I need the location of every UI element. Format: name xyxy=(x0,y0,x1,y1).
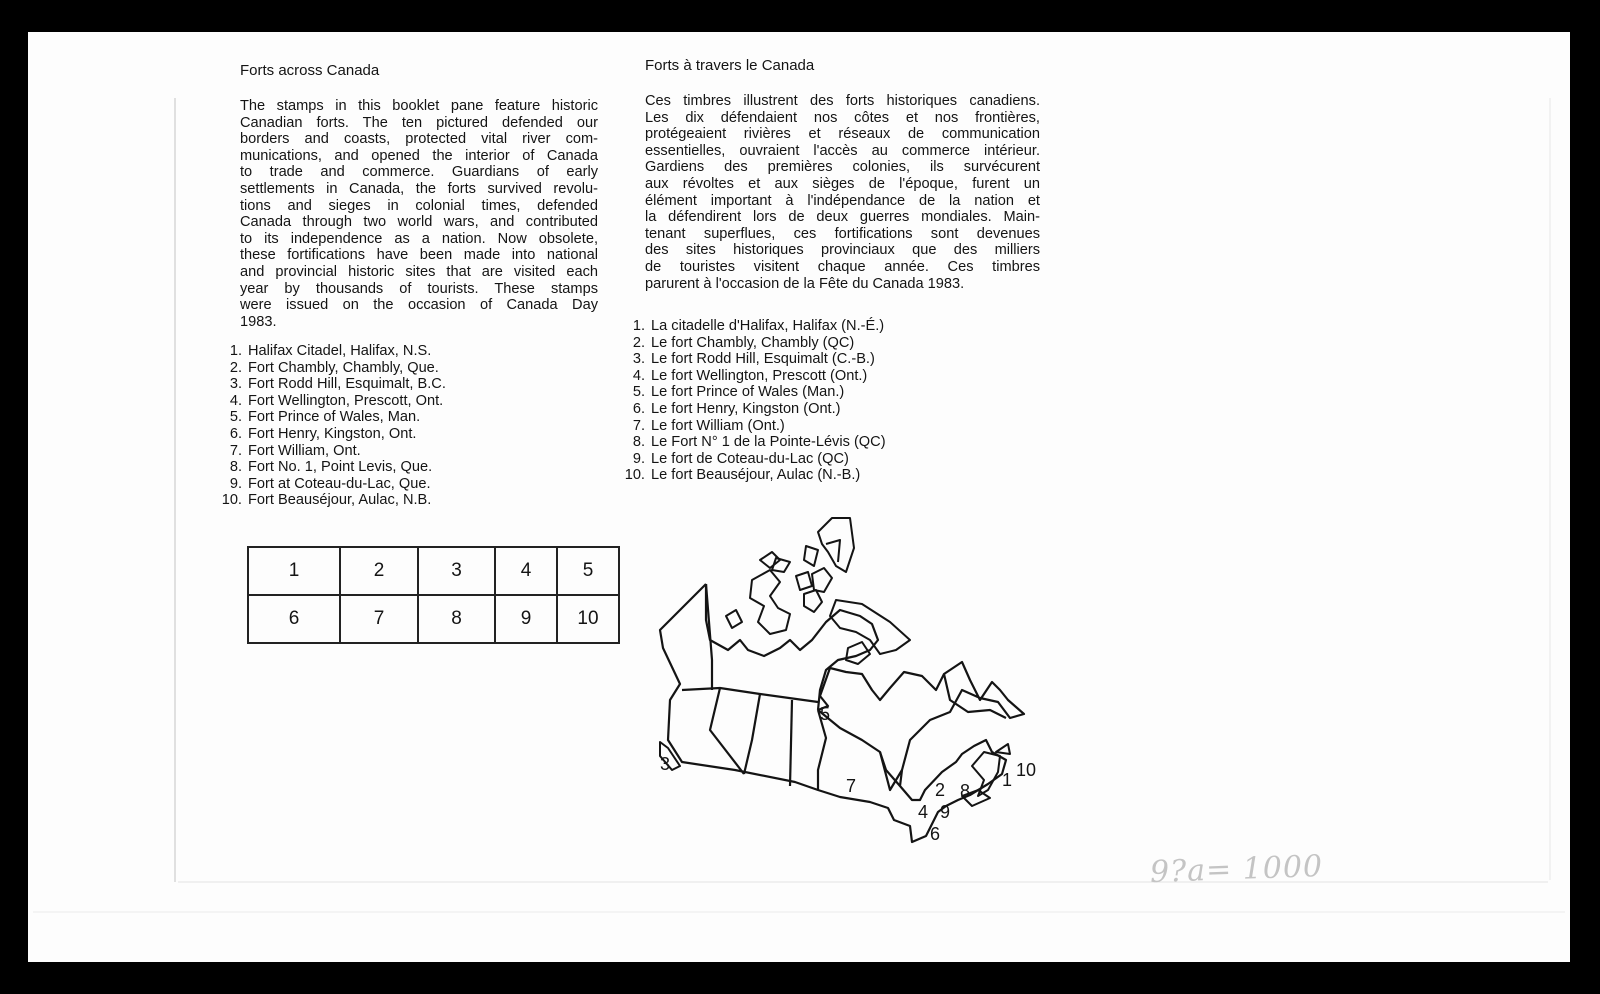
fort-number: 4. xyxy=(632,367,645,384)
fort-number: 3. xyxy=(632,351,645,368)
fort-name: Fort Chambly, Chambly, Que. xyxy=(248,359,439,376)
pane-stamp-cell: 4 xyxy=(495,547,557,595)
pane-stamp-cell: 7 xyxy=(340,595,418,643)
paragraph-line: tenant superflues, ces fortifications sont devenues xyxy=(645,225,1040,242)
fort-number: 10. xyxy=(221,492,242,509)
fort-name: Fort Henry, Kingston, Ont. xyxy=(248,425,417,442)
fort-number: 10. xyxy=(624,467,645,484)
pane-stamp-cell: 2 xyxy=(340,547,418,595)
pane-stamp-cell: 5 xyxy=(557,547,619,595)
fort-number: 2. xyxy=(229,359,242,376)
paragraph-line: The stamps in this booklet pane feature historic xyxy=(240,98,598,114)
fort-number: 2. xyxy=(632,334,645,351)
english-title: Forts across Canada xyxy=(240,62,380,79)
paragraph-line: 1983. xyxy=(240,313,277,330)
fort-number: 5. xyxy=(632,384,645,401)
fort-name: Le fort Beauséjour, Aulac (N.-B.) xyxy=(651,467,861,484)
paragraph-line: Canada through two world wars, and contributed xyxy=(240,214,598,231)
pane-stamp-cell: 6 xyxy=(248,595,340,643)
pencil-note: 9?a= 1000 xyxy=(1149,848,1324,891)
paragraph-line: Ces timbres illustrent des forts historiques canadiens. xyxy=(645,93,1040,109)
fort-name: Le fort Chambly, Chambly (QC) xyxy=(651,334,855,351)
fort-name: Le fort de Coteau-du-Lac (QC) xyxy=(651,450,849,467)
map-label-fort-2: 2 xyxy=(935,780,946,800)
paragraph-line: and provincial historic sites that are visited each xyxy=(240,263,598,280)
paragraph-line: these fortifications have been made into national xyxy=(240,247,598,264)
paragraph-line: parurent à l'occasion de la Fête du Canada 1983. xyxy=(645,275,965,292)
fort-name: Fort No. 1, Point Levis, Que. xyxy=(248,459,433,476)
fort-name: Le fort Rodd Hill, Esquimalt (C.-B.) xyxy=(651,351,875,368)
map-label-fort-3: 3 xyxy=(660,754,671,774)
paragraph-line: Gardiens des premières colonies, ils survécurent xyxy=(645,159,1040,176)
fort-name: Le fort Prince of Wales (Man.) xyxy=(651,384,845,401)
map-label-fort-5: 5 xyxy=(820,704,831,724)
paragraph-line: munications, and opened the interior of Canada xyxy=(240,147,598,164)
paragraph-line: to its independence as a nation. Now obsolete, xyxy=(240,230,598,247)
fort-name: La citadelle d'Halifax, Halifax (N.-É.) xyxy=(651,318,885,334)
map-label-fort-4: 4 xyxy=(918,802,929,822)
fort-number: 9. xyxy=(632,450,645,467)
paragraph-line: des sites historiques provinciaux que des milliers xyxy=(645,242,1040,259)
fort-number: 1. xyxy=(229,343,242,359)
paragraph-line: Les dix défendaient nos côtes et nos frontières, xyxy=(645,109,1040,126)
paragraph-line: Canadian forts. The ten pictured defended our xyxy=(240,114,598,131)
fort-name: Fort Prince of Wales, Man. xyxy=(248,409,421,426)
fort-name: Halifax Citadel, Halifax, N.S. xyxy=(248,343,432,359)
paragraph-line: aux révoltes et aux sièges de l'époque, furent un xyxy=(645,175,1040,192)
fort-name: Fort Beauséjour, Aulac, N.B. xyxy=(248,492,432,509)
paragraph-line: settlements in Canada, the forts survived revolu- xyxy=(240,180,598,197)
paragraph-line: élément important à l'indépendance de la nation et xyxy=(645,192,1040,209)
fort-number: 8. xyxy=(229,459,242,476)
fort-name: Le fort Wellington, Prescott (Ont.) xyxy=(651,367,868,384)
fort-name: Le fort William (Ont.) xyxy=(651,417,785,434)
map-label-fort-1: 1 xyxy=(1002,770,1013,790)
paragraph-line: were issued on the occasion of Canada Day xyxy=(240,297,598,314)
fort-name: Fort Rodd Hill, Esquimalt, B.C. xyxy=(248,376,446,393)
fort-name: Le Fort N° 1 de la Pointe-Lévis (QC) xyxy=(651,434,886,451)
paragraph-line: de touristes visitent chaque année. Ces timbres xyxy=(645,258,1040,275)
fort-number: 6. xyxy=(632,400,645,417)
map-label-fort-9: 9 xyxy=(940,802,951,822)
paragraph-line: tions and sieges in colonial times, defended xyxy=(240,197,598,214)
fort-number: 5. xyxy=(229,409,242,426)
map-label-fort-7: 7 xyxy=(846,776,857,796)
paragraph-line: protégeaient rivières et réseaux de communication xyxy=(645,126,1040,143)
fort-number: 7. xyxy=(229,442,242,459)
pane-stamp-cell: 10 xyxy=(557,595,619,643)
fort-number: 3. xyxy=(229,376,242,393)
paragraph-line: borders and coasts, protected vital river com- xyxy=(240,131,598,148)
fort-number: 4. xyxy=(229,392,242,409)
fort-number: 9. xyxy=(229,475,242,492)
pane-stamp-cell: 1 xyxy=(248,547,340,595)
fort-name: Le fort Henry, Kingston (Ont.) xyxy=(651,400,841,417)
fort-number: 6. xyxy=(229,425,242,442)
fort-name: Fort Wellington, Prescott, Ont. xyxy=(248,392,444,409)
paragraph-line: essentielles, ouvraient l'accès au commerce intérieur. xyxy=(645,142,1040,159)
paragraph-line: to trade and commerce. Guardians of early xyxy=(240,164,598,181)
pane-stamp-cell: 8 xyxy=(418,595,495,643)
pane-stamp-cell: 9 xyxy=(495,595,557,643)
french-title: Forts à travers le Canada xyxy=(645,57,815,74)
map-label-fort-10: 10 xyxy=(1016,760,1037,780)
fort-number: 1. xyxy=(632,318,645,334)
map-label-fort-6: 6 xyxy=(930,824,941,844)
fort-number: 7. xyxy=(632,417,645,434)
fort-name: Fort at Coteau-du-Lac, Que. xyxy=(248,475,431,492)
fort-name: Fort William, Ont. xyxy=(248,442,361,459)
paragraph-line: year by thousands of tourists. These stamps xyxy=(240,280,598,297)
map-label-fort-8: 8 xyxy=(960,781,971,801)
fort-number: 8. xyxy=(632,434,645,451)
pane-stamp-cell: 3 xyxy=(418,547,495,595)
paragraph-line: la défendirent lors de deux guerres mondiales. Main- xyxy=(645,209,1040,226)
